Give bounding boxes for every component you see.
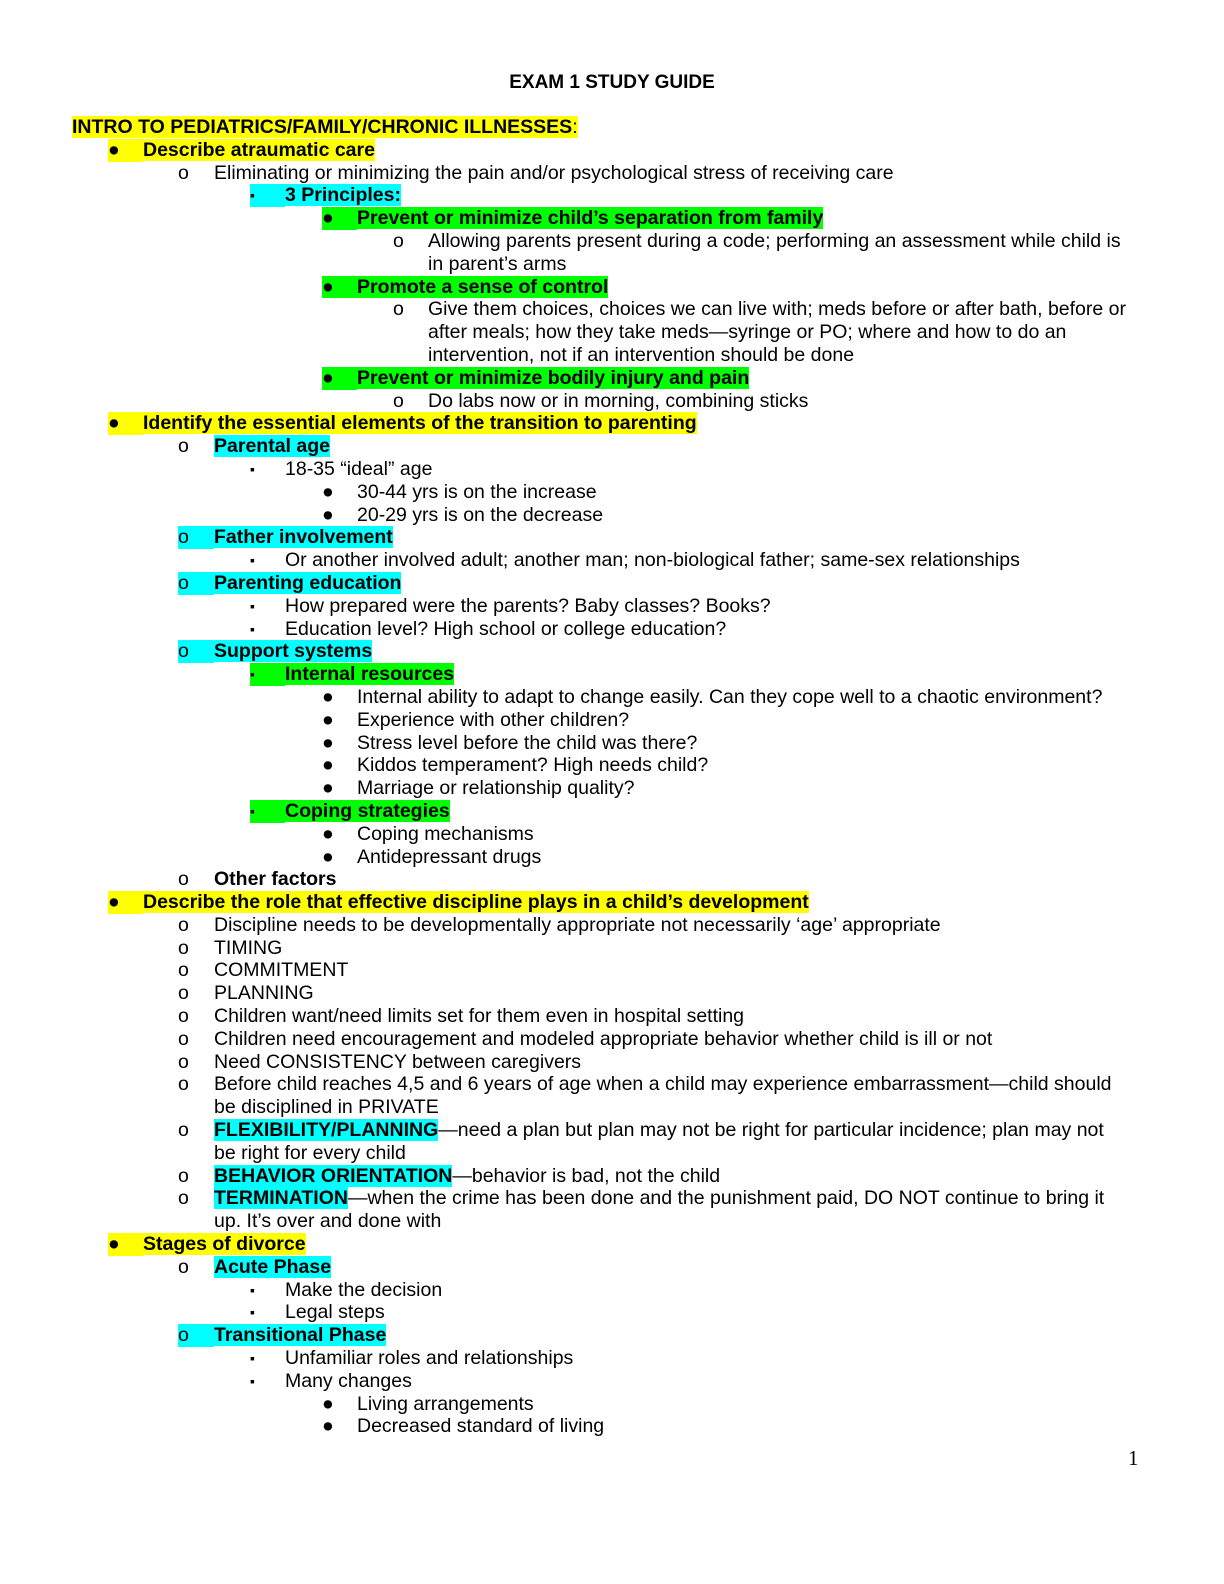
row-text bbox=[0, 709, 1224, 732]
outline-row bbox=[0, 1073, 1224, 1096]
outline-row bbox=[0, 298, 1224, 321]
row-text bbox=[0, 481, 1224, 504]
row-text bbox=[0, 344, 1224, 367]
outline-row bbox=[0, 321, 1224, 344]
bullet-marker: ● bbox=[322, 685, 334, 708]
bullet-marker: ● bbox=[322, 276, 357, 299]
outline-row bbox=[0, 253, 1224, 276]
highlighted-text: Parenting education bbox=[214, 571, 402, 594]
row-text bbox=[0, 390, 1224, 413]
row-text bbox=[0, 663, 1224, 686]
row-text bbox=[0, 276, 1224, 299]
row-text bbox=[0, 321, 1224, 344]
highlighted-text: Promote a sense of control bbox=[357, 275, 609, 298]
text-segment: Many changes bbox=[285, 1369, 412, 1392]
bullet-marker: o bbox=[178, 1324, 214, 1347]
text-segment: Eliminating or minimizing the pain and/or psychological stress of receiving care bbox=[214, 161, 894, 184]
outline-row bbox=[0, 663, 1224, 686]
outline-row bbox=[0, 754, 1224, 777]
outline-row bbox=[0, 1301, 1224, 1324]
outline-row bbox=[0, 458, 1224, 481]
text-segment: Coping mechanisms bbox=[357, 822, 534, 845]
bullet-marker: o bbox=[178, 936, 189, 959]
text-segment: Experience with other children? bbox=[357, 708, 630, 731]
bullet-marker: o bbox=[178, 526, 214, 549]
row-text bbox=[0, 754, 1224, 777]
row-text bbox=[0, 891, 1224, 914]
highlighted-text: Parental age bbox=[214, 435, 330, 458]
text-segment: Do labs now or in morning, combining sticks bbox=[428, 389, 809, 412]
bullet-marker: ● bbox=[322, 207, 357, 230]
bullet-marker: o bbox=[178, 1255, 189, 1278]
highlighted-text: Acute Phase bbox=[214, 1255, 332, 1278]
outline-row bbox=[0, 207, 1224, 230]
bullet-marker: o bbox=[178, 572, 214, 595]
outline-row bbox=[0, 435, 1224, 458]
highlighted-text: Stages of divorce bbox=[143, 1233, 306, 1256]
bullet-marker: o bbox=[178, 161, 189, 184]
outline-row bbox=[0, 846, 1224, 869]
text-segment: after meals; how they take meds—syringe or PO; where and how to do an bbox=[428, 321, 1067, 344]
row-text bbox=[0, 504, 1224, 527]
outline-row bbox=[0, 1415, 1224, 1438]
row-text bbox=[0, 732, 1224, 755]
study-guide-outline bbox=[0, 116, 1224, 1438]
outline-row bbox=[0, 982, 1224, 1005]
highlighted-text: Father involvement bbox=[214, 526, 393, 549]
text-segment: Living arrangements bbox=[357, 1392, 534, 1415]
row-text bbox=[0, 298, 1224, 321]
highlighted-text: FLEXIBILITY/PLANNING bbox=[214, 1119, 439, 1142]
outline-row bbox=[0, 937, 1224, 960]
text-segment: TIMING bbox=[214, 936, 283, 959]
outline-row bbox=[0, 1393, 1224, 1416]
outline-row bbox=[0, 777, 1224, 800]
outline-row bbox=[0, 1165, 1224, 1188]
row-text bbox=[0, 412, 1224, 435]
outline-row bbox=[0, 367, 1224, 390]
text-segment: Kiddos temperament? High needs child? bbox=[357, 754, 709, 777]
outline-row bbox=[0, 230, 1224, 253]
bullet-marker: o bbox=[178, 1050, 189, 1073]
outline-row bbox=[0, 481, 1224, 504]
outline-row bbox=[0, 868, 1224, 891]
bullet-marker: ▪ bbox=[250, 800, 285, 823]
bullet-marker: o bbox=[178, 868, 189, 891]
outline-row bbox=[0, 709, 1224, 732]
outline-row bbox=[0, 1005, 1224, 1028]
bullet-marker: ● bbox=[322, 503, 334, 526]
text-segment: Marriage or relationship quality? bbox=[357, 777, 635, 800]
bullet-marker: ▪ bbox=[250, 552, 255, 569]
outline-row bbox=[0, 1279, 1224, 1302]
text-segment: —when the crime has been done and the punishment paid, DO NOT continue to bring it bbox=[347, 1187, 1105, 1210]
highlighted-text: Coping strategies bbox=[285, 799, 450, 822]
highlighted-text: Prevent or minimize child’s separation from family bbox=[357, 207, 824, 230]
outline-row bbox=[0, 504, 1224, 527]
bullet-marker: ▪ bbox=[250, 1304, 255, 1321]
bullet-marker: ● bbox=[322, 1415, 334, 1438]
bullet-marker: ● bbox=[322, 822, 334, 845]
bullet-marker: o bbox=[178, 1164, 189, 1187]
outline-row bbox=[0, 549, 1224, 572]
text-segment: 20-29 yrs is on the decrease bbox=[357, 503, 604, 526]
highlighted-text: Prevent or minimize bodily injury and pain bbox=[357, 366, 750, 389]
bullet-marker: ▪ bbox=[250, 597, 255, 614]
bullet-marker: ● bbox=[322, 1392, 334, 1415]
row-text bbox=[0, 1415, 1224, 1438]
bullet-marker: ▪ bbox=[250, 620, 255, 637]
outline-row bbox=[0, 1233, 1224, 1256]
outline-row bbox=[0, 526, 1224, 549]
bullet-marker: o bbox=[178, 982, 189, 1005]
row-text bbox=[0, 1096, 1224, 1119]
row-text bbox=[0, 367, 1224, 390]
bullet-marker: o bbox=[178, 1187, 189, 1210]
text-segment: Allowing parents present during a code; performing an assessment while child is bbox=[428, 229, 1121, 252]
text-segment: PLANNING bbox=[214, 982, 314, 1005]
text-segment: Decreased standard of living bbox=[357, 1415, 605, 1438]
highlighted-text: 3 Principles: bbox=[285, 184, 401, 207]
bullet-marker: ▪ bbox=[250, 460, 255, 477]
highlighted-text: Describe the role that effective discipline plays in a child’s development bbox=[143, 891, 809, 914]
bullet-marker: o bbox=[393, 229, 404, 252]
bullet-marker: ● bbox=[322, 480, 334, 503]
highlighted-text: Transitional Phase bbox=[214, 1324, 387, 1347]
row-text bbox=[0, 1301, 1224, 1324]
bullet-marker: ▪ bbox=[250, 1372, 255, 1389]
row-text bbox=[0, 1210, 1224, 1233]
row-text bbox=[0, 777, 1224, 800]
bullet-marker: o bbox=[393, 389, 404, 412]
outline-row bbox=[0, 1210, 1224, 1233]
text-segment: Internal ability to adapt to change easily. Can they cope well to a chaotic environment? bbox=[357, 685, 1103, 708]
row-text bbox=[0, 1347, 1224, 1370]
outline-row bbox=[0, 412, 1224, 435]
bullet-marker: o bbox=[178, 959, 189, 982]
row-text bbox=[0, 1370, 1224, 1393]
text-segment: Children need encouragement and modeled appropriate behavior whether child is ill or not bbox=[214, 1027, 993, 1050]
bullet-marker: o bbox=[178, 435, 189, 458]
text-segment: be right for every child bbox=[214, 1141, 406, 1164]
text-segment: —behavior is bad, not the child bbox=[452, 1164, 721, 1187]
outline-row bbox=[0, 618, 1224, 641]
highlighted-text: INTRO TO PEDIATRICS/FAMILY/CHRONIC ILLNESSES bbox=[72, 116, 573, 138]
highlighted-text: Describe atraumatic care bbox=[143, 138, 375, 161]
outline-row bbox=[0, 686, 1224, 709]
row-text bbox=[0, 458, 1224, 481]
row-text bbox=[0, 686, 1224, 709]
text-segment: Education level? High school or college education? bbox=[285, 617, 727, 640]
bullet-marker: o bbox=[178, 1119, 189, 1142]
text-segment: up. It’s over and done with bbox=[214, 1210, 442, 1233]
bullet-marker: ● bbox=[322, 845, 334, 868]
outline-row bbox=[0, 390, 1224, 413]
row-text bbox=[0, 184, 1224, 207]
outline-row bbox=[0, 344, 1224, 367]
text-segment: 18-35 “ideal” age bbox=[285, 457, 433, 480]
text-segment: Discipline needs to be developmentally appropriate not necessarily ‘age’ appropriate bbox=[214, 913, 941, 936]
outline-row bbox=[0, 914, 1224, 937]
outline-row bbox=[0, 276, 1224, 299]
outline-row bbox=[0, 595, 1224, 618]
text-segment: Unfamiliar roles and relationships bbox=[285, 1347, 574, 1370]
text-segment: Legal steps bbox=[285, 1301, 385, 1324]
outline-row bbox=[0, 162, 1224, 185]
outline-row bbox=[0, 1142, 1224, 1165]
bullet-marker: ● bbox=[108, 891, 143, 914]
outline-row bbox=[0, 116, 1224, 139]
outline-row bbox=[0, 891, 1224, 914]
row-text bbox=[0, 1279, 1224, 1302]
highlighted-text: BEHAVIOR ORIENTATION bbox=[214, 1164, 453, 1187]
bullet-marker: ● bbox=[108, 139, 143, 162]
row-text bbox=[0, 253, 1224, 276]
row-text bbox=[0, 846, 1224, 869]
outline-row bbox=[0, 139, 1224, 162]
text-segment: Antidepressant drugs bbox=[357, 845, 542, 868]
bullet-marker: ● bbox=[322, 708, 334, 731]
outline-row bbox=[0, 640, 1224, 663]
bullet-marker: o bbox=[178, 1073, 189, 1096]
row-text bbox=[0, 1233, 1224, 1256]
outline-row bbox=[0, 1119, 1224, 1142]
outline-row bbox=[0, 572, 1224, 595]
bullet-marker: o bbox=[178, 640, 214, 663]
row-text bbox=[0, 116, 1224, 139]
text-segment: 30-44 yrs is on the increase bbox=[357, 480, 597, 503]
text-segment: Or another involved adult; another man; non-biological father; same-sex relationships bbox=[285, 549, 1020, 572]
bullet-marker: ● bbox=[108, 412, 143, 435]
bullet-marker: ● bbox=[322, 777, 334, 800]
outline-row bbox=[0, 823, 1224, 846]
bullet-marker: ▪ bbox=[250, 184, 285, 207]
page-title: EXAM 1 STUDY GUIDE bbox=[509, 72, 715, 93]
text-segment: be disciplined in PRIVATE bbox=[214, 1096, 439, 1119]
row-text bbox=[0, 1393, 1224, 1416]
row-text bbox=[0, 823, 1224, 846]
row-text bbox=[0, 800, 1224, 823]
bullet-marker: o bbox=[178, 1027, 189, 1050]
text-segment: Stress level before the child was there? bbox=[357, 731, 698, 754]
text-segment: Before child reaches 4,5 and 6 years of age when a child may experience embarrassment—child should bbox=[214, 1073, 1112, 1096]
outline-row bbox=[0, 800, 1224, 823]
highlighted-text: : bbox=[572, 116, 578, 138]
text-segment: intervention, not if an intervention should be done bbox=[428, 343, 855, 366]
bullet-marker: ▪ bbox=[250, 1350, 255, 1367]
highlighted-text: Support systems bbox=[214, 640, 373, 663]
highlighted-text: Identify the essential elements of the transition to parenting bbox=[143, 412, 697, 435]
outline-row bbox=[0, 1051, 1224, 1074]
row-text bbox=[0, 595, 1224, 618]
text-segment: Children want/need limits set for them even in hospital setting bbox=[214, 1005, 745, 1028]
outline-row bbox=[0, 1028, 1224, 1051]
bullet-marker: ▪ bbox=[250, 663, 285, 686]
outline-row bbox=[0, 184, 1224, 207]
row-text bbox=[0, 549, 1224, 572]
row-text bbox=[0, 207, 1224, 230]
outline-row bbox=[0, 1370, 1224, 1393]
text-segment: How prepared were the parents? Baby classes? Books? bbox=[285, 594, 771, 617]
bullet-marker: ● bbox=[108, 1233, 143, 1256]
text-segment: —need a plan but plan may not be right for particular incidence; plan may not bbox=[438, 1119, 1104, 1142]
outline-row bbox=[0, 1187, 1224, 1210]
row-text bbox=[0, 618, 1224, 641]
bullet-marker: o bbox=[178, 1005, 189, 1028]
outline-row bbox=[0, 1347, 1224, 1370]
outline-row bbox=[0, 1096, 1224, 1119]
text-segment: Need CONSISTENCY between caregivers bbox=[214, 1050, 582, 1073]
bullet-marker: ● bbox=[322, 731, 334, 754]
text-segment: Make the decision bbox=[285, 1278, 443, 1301]
outline-row bbox=[0, 732, 1224, 755]
text-segment: Give them choices, choices we can live with; meds before or after bath, before or bbox=[428, 298, 1127, 321]
bullet-marker: ● bbox=[322, 367, 357, 390]
outline-row bbox=[0, 1324, 1224, 1347]
row-text bbox=[0, 230, 1224, 253]
text-segment: Other factors bbox=[214, 868, 337, 891]
text-segment: COMMITMENT bbox=[214, 959, 349, 982]
highlighted-text: TERMINATION bbox=[214, 1187, 348, 1210]
bullet-marker: o bbox=[393, 298, 404, 321]
row-text bbox=[0, 139, 1224, 162]
outline-row bbox=[0, 959, 1224, 982]
highlighted-text: Internal resources bbox=[285, 663, 455, 686]
outline-row bbox=[0, 1256, 1224, 1279]
text-segment: in parent’s arms bbox=[428, 252, 567, 275]
page-number: 1 bbox=[1128, 1446, 1139, 1470]
bullet-marker: ▪ bbox=[250, 1281, 255, 1298]
bullet-marker: o bbox=[178, 913, 189, 936]
row-text bbox=[0, 1142, 1224, 1165]
bullet-marker: ● bbox=[322, 754, 334, 777]
